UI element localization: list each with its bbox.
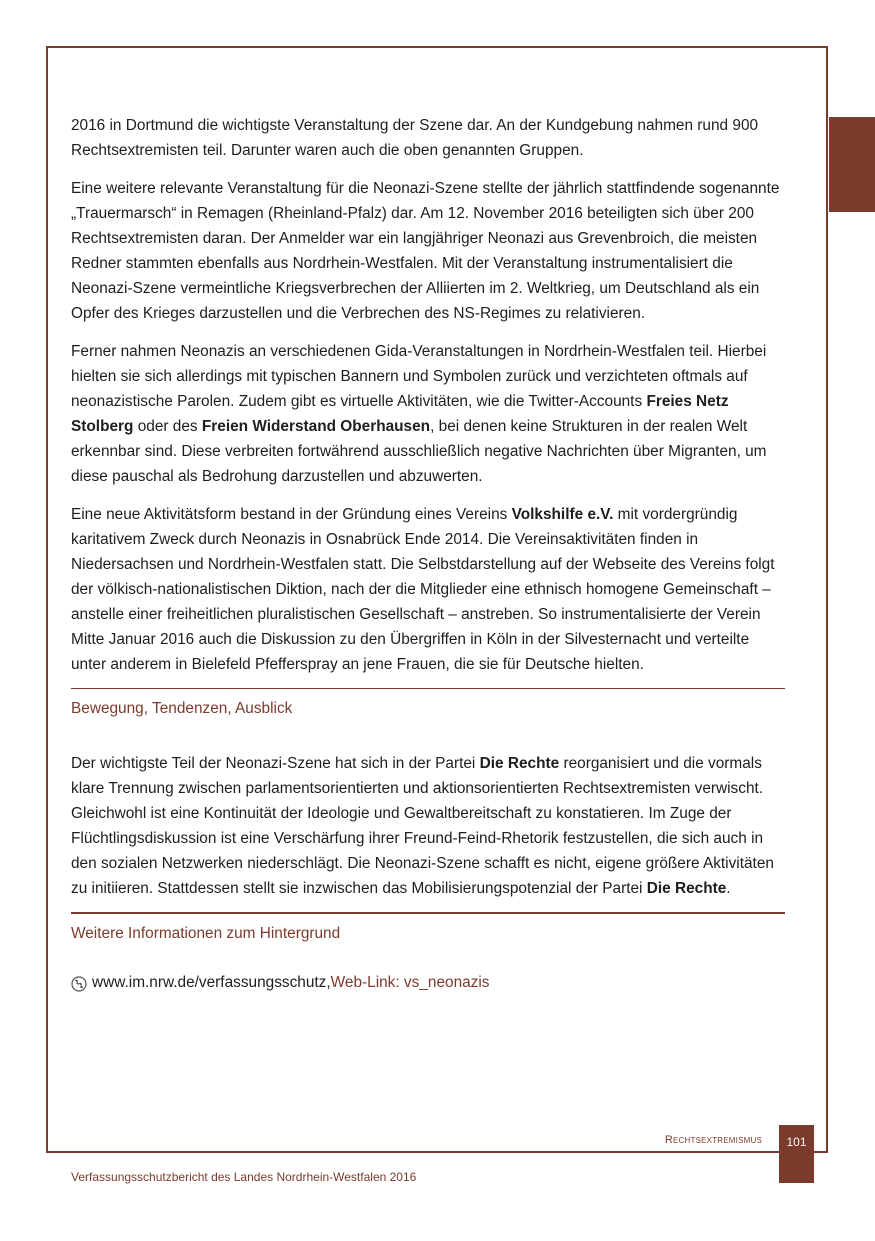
- globe-icon: [71, 975, 87, 991]
- paragraph-3: Ferner nahmen Neonazis an verschiedenen Gida-Veranstaltungen in Nordrhein-Westfalen teil. Hierbei hielten sie sich allerdings mit typischen Bannern und Symbolen zurück und verzichteten oftmals auf neonazistische Parolen. Zudem gibt es virtuelle Aktivitäten, wie die Twitter-Accounts Freies Netz Stolberg oder des Freien Widerstand Oberhausen, bei denen keine Strukturen in der realen Welt erkennbar sind. Diese verbreiten fortwährend ausschließlich negative Nachrichten über Migranten, um diese pauschal als Bedrohung darzustellen und abzuwerten.: [71, 343, 767, 485]
- paragraph-1: 2016 in Dortmund die wichtigste Veranstaltung der Szene dar. An der Kundgebung nahmen rund 900 Rechtsextremisten teil. Darunter waren auch die oben genannten Gruppen.: [71, 117, 759, 159]
- section-divider: [71, 912, 785, 914]
- url-link[interactable]: www.im.nrw.de/verfassungsschutz: [92, 974, 327, 991]
- page-number: 101: [779, 1125, 814, 1183]
- link-line: www.im.nrw.de/verfassungsschutz , Web-Link: vs_neonazis: [71, 970, 785, 995]
- main-content: [71, 113, 785, 995]
- section-heading-bewegung: Bewegung, Tendenzen, Ausblick: [71, 700, 293, 717]
- paragraph-bewegung: Der wichtigste Teil der Neonazi-Szene hat sich in der Partei Die Rechte reorganisiert und die vormals klare Trennung zwischen parlamentsorientierten und aktionsorientierten Rechtsextremisten verwischt. Gleichwohl ist eine Kontinuität der Ideologie und Gewaltbereitschaft zu konstatieren. Im Zuge der Flüchtlingsdiskussion ist eine Verschärfung ihrer Freund-Feind-Rhetorik festzustellen, die sich auch in den sozialen Netzwerken niederschlägt. Die Neonazi-Szene schafft es nicht, eigene größere Aktivitäten zu initiieren. Stattdessen stellt sie inzwischen das Mobilisierungspotenzial der Partei Die Rechte.: [71, 755, 774, 897]
- section-heading-weitere-informationen: Weitere Informationen zum Hintergrund: [71, 925, 341, 942]
- chapter-side-tab: [829, 117, 875, 212]
- footer-chapter-label: Rechtsextremismus: [664, 1134, 762, 1146]
- footer-publication-title: Verfassungsschutzbericht des Landes Nordrhein-Westfalen 2016: [71, 1170, 417, 1184]
- paragraph-4: Eine neue Aktivitätsform bestand in der Gründung eines Vereins Volkshilfe e.V. mit vordergründig karitativem Zweck durch Neonazis in Osnabrück Ende 2014. Die Vereinsaktivitäten finden in Niedersachsen und Nordrhein-Westfalen statt. Die Selbstdarstellung auf der Webseite des Vereins folgt der völkisch-nationalistischen Diktion, nach der die Mitglieder eine ethnisch homogene Gemeinschaft – anstelle einer freiheitlichen pluralistischen Gesellschaft – anstreben. So instrumentalisierte der Verein Mitte Januar 2016 auch die Diskussion zu den Übergriffen in Köln in der Silvesternacht und verteilte unter anderem in Bielefeld Pfefferspray an jene Frauen, die sie für Deutsche hielten.: [71, 506, 775, 673]
- bold-freies-netz-stolberg: Freies Netz Stolberg: [71, 393, 729, 435]
- bold-die-rechte-2: Die Rechte: [646, 880, 727, 897]
- paragraph-2: Eine weitere relevante Veranstaltung für die Neonazi-Szene stellte der jährlich stattfindende sogenannte „Trauermarsch“ in Remagen (Rheinland-Pfalz) dar. Am 12. November 2016 beteiligten sich über 200 Rechtsextremisten daran. Der Anmelder war ein langjähriger Neonazi aus Grevenbroich, die meisten Redner stammten ebenfalls aus Nordrhein-Westfalen. Mit der Veranstaltung instrumentalisiert die Neonazi-Szene vermeintliche Kriegsverbrechen der Alliierten im 2. Weltkrieg, um Deutschland als ein Opfer des Krieges darzustellen und die Verbrechen des NS-Regimes zu relativieren.: [71, 180, 780, 322]
- bold-volkshilfe: Volkshilfe e.V.: [511, 506, 614, 523]
- section-divider: [71, 688, 785, 689]
- bold-freien-widerstand-oberhausen: Freien Widerstand Oberhausen: [201, 418, 431, 435]
- bold-die-rechte: Die Rechte: [479, 755, 560, 772]
- weblink[interactable]: Web-Link: vs_neonazis: [330, 974, 490, 991]
